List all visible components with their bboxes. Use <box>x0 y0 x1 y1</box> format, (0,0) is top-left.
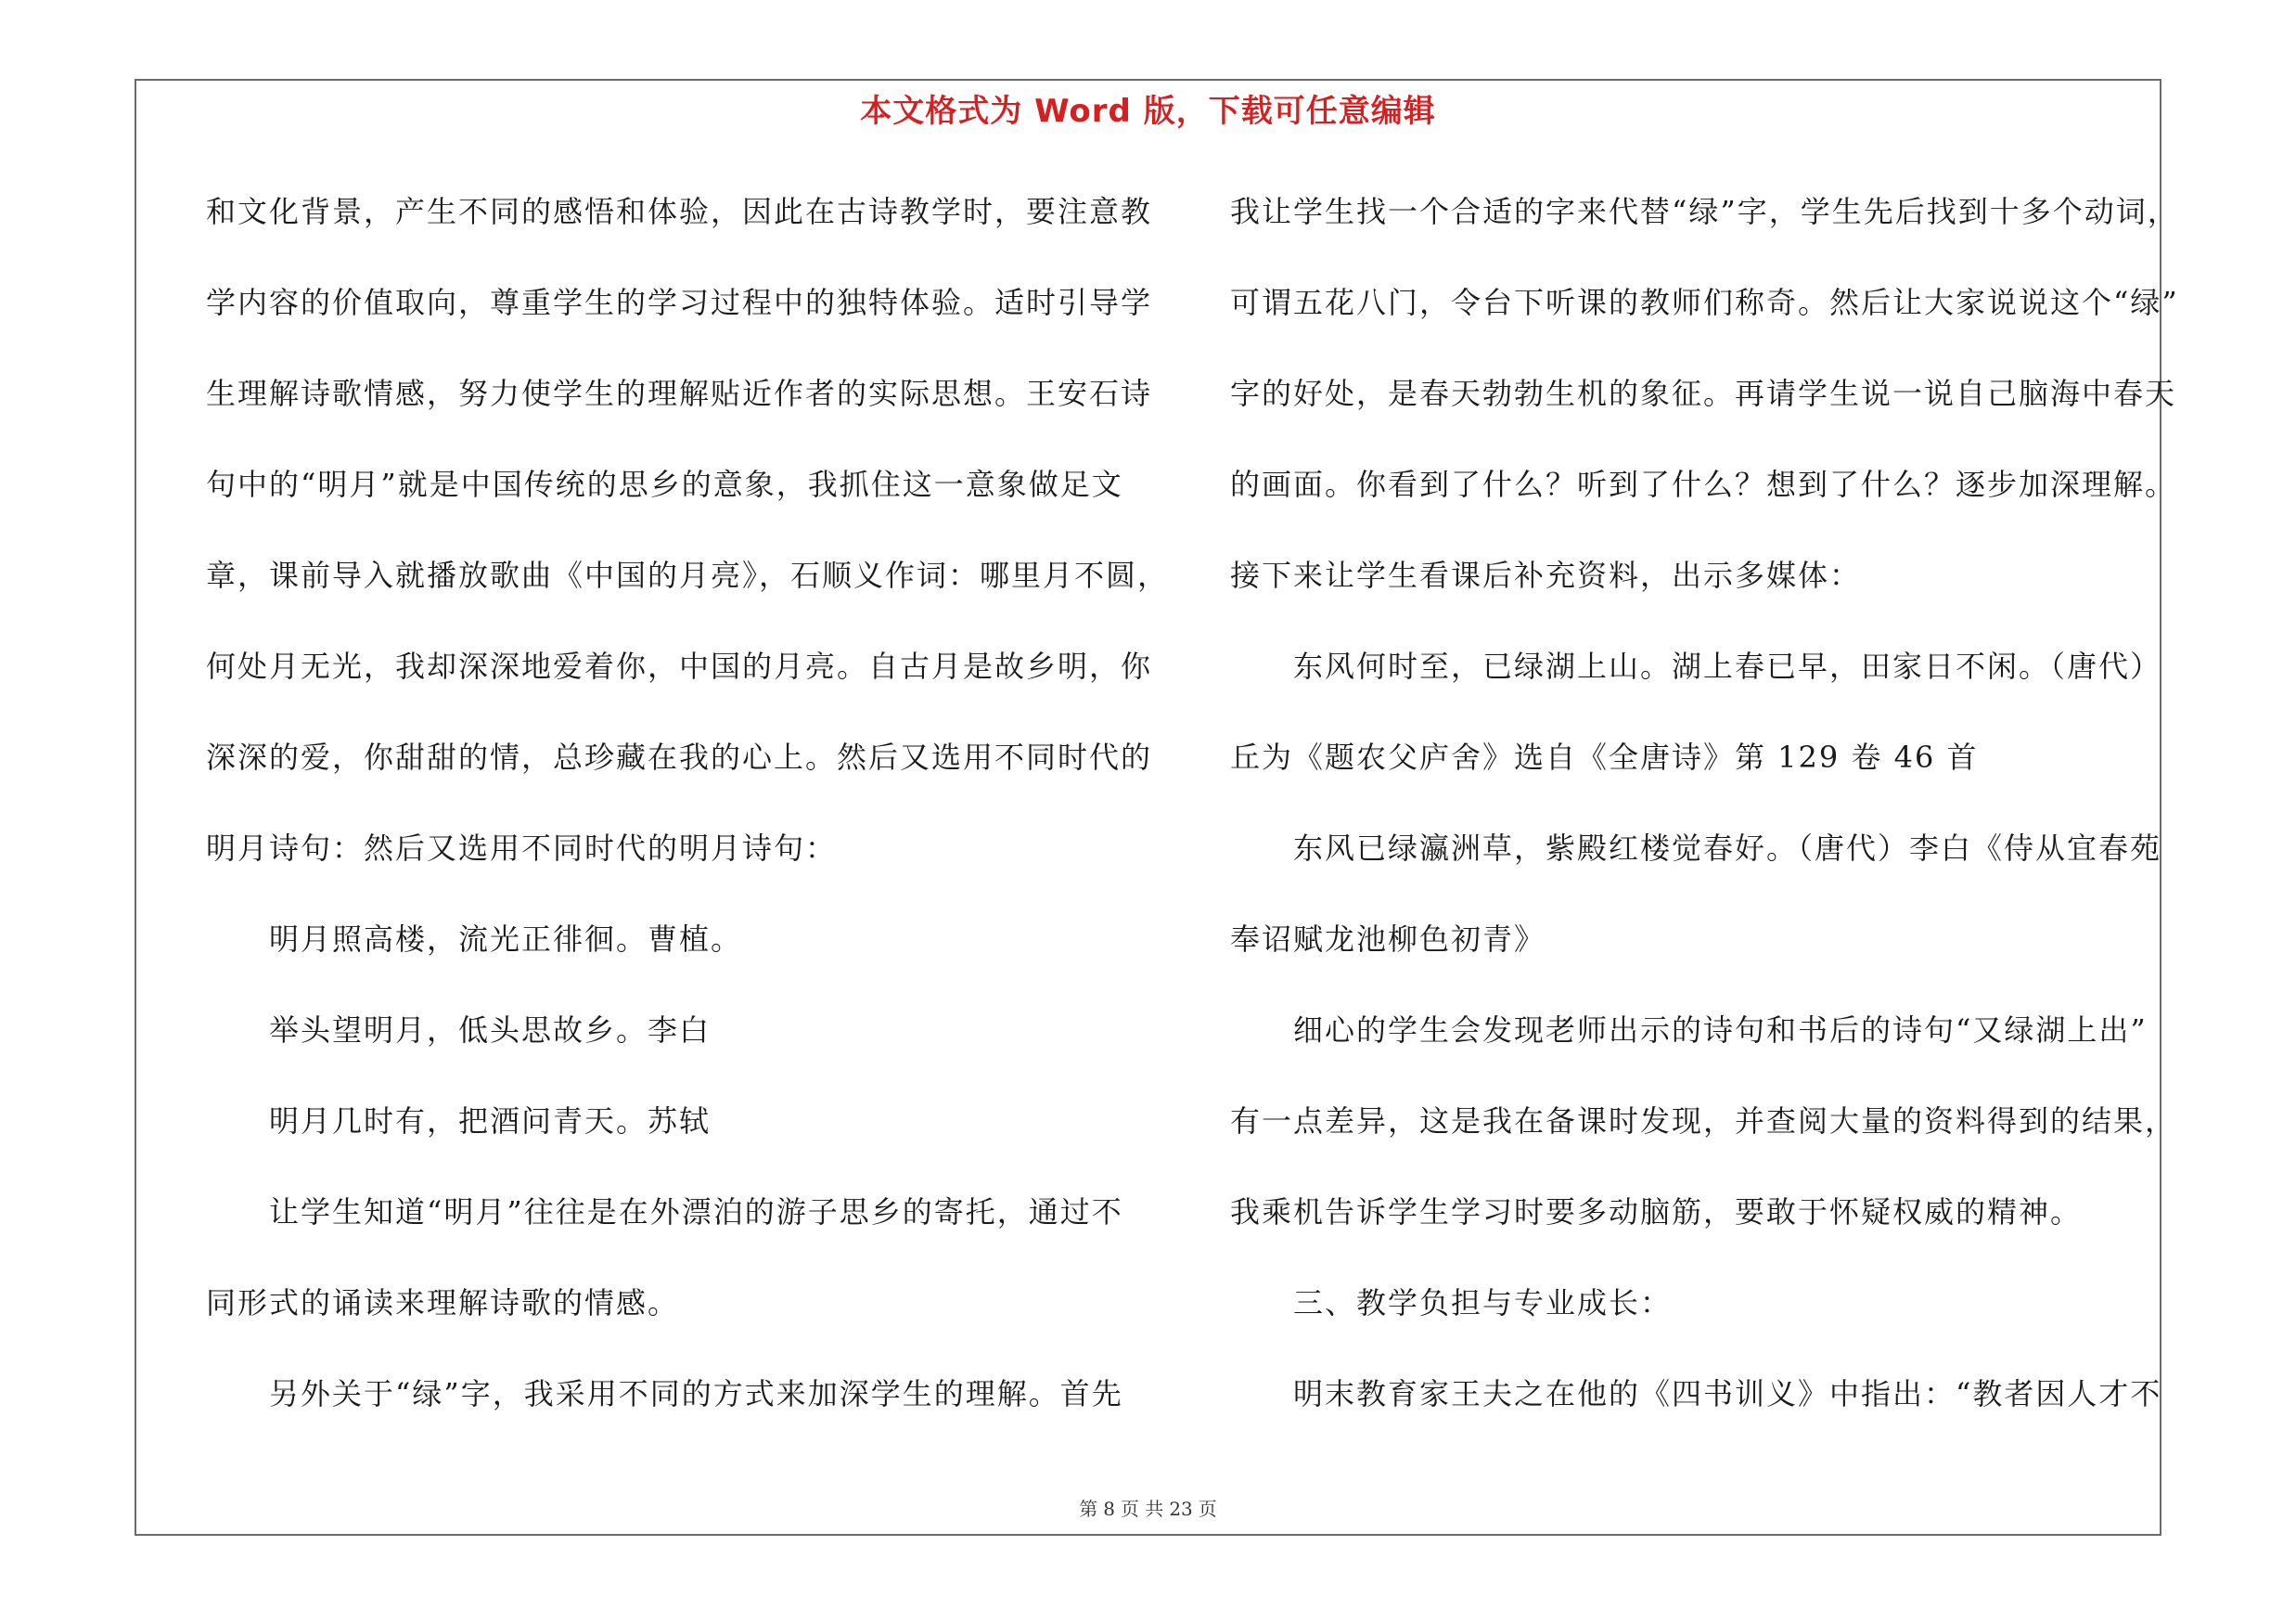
text-line: 丘为《题农父庐舍》选自《全唐诗》第 129 卷 46 首 <box>1230 740 1979 775</box>
text-line: 有一点差异，这是我在备课时发现，并查阅大量的资料得到的结果， <box>1230 1103 2177 1139</box>
footer-suffix: 页 <box>1198 1498 1217 1520</box>
page-footer <box>0 1494 2296 1521</box>
text-line: 明月几时有，把酒问青天。苏轼 <box>269 1103 712 1139</box>
text-line: 细心的学生会发现老师出示的诗句和书后的诗句“又绿湖上出” <box>1293 1012 2148 1048</box>
text-line: 举头望明月，低头思故乡。李白 <box>269 1012 712 1048</box>
text-line: 明末教育家王夫之在他的《四书训义》中指出：“教者因人才不 <box>1293 1376 2162 1411</box>
text-line: 我让学生找一个合适的字来代替“绿”字，学生先后找到十多个动词， <box>1230 194 2179 229</box>
text-line: 和文化背景，产生不同的感悟和体验，因此在古诗教学时，要注意教 <box>206 194 1153 229</box>
text-line: 深深的爱，你甜甜的情，总珍藏在我的心上。然后又选用不同时代的 <box>206 740 1153 775</box>
text-line: 章，课前导入就播放歌曲《中国的月亮》，石顺义作词：哪里月不圆， <box>206 558 1170 593</box>
footer-total-pages: 23 <box>1169 1498 1193 1520</box>
text-line: 东风何时至，已绿湖上山。湖上春已早，田家日不闲。（唐代） <box>1293 649 2162 684</box>
text-line: 东风已绿瀛洲草，紫殿红楼觉春好。（唐代）李白《侍从宜春苑 <box>1293 831 2162 866</box>
right-column <box>1230 186 2179 1459</box>
text-line: 我乘机告诉学生学习时要多动脑筋，要敢于怀疑权威的精神。 <box>1230 1194 2083 1230</box>
footer-prefix: 第 <box>1079 1498 1098 1520</box>
text-line: 何处月无光，我却深深地爱着你，中国的月亮。自古月是故乡明，你 <box>206 649 1153 684</box>
text-line: 另外关于“绿”字，我采用不同的方式来加深学生的理解。首先 <box>269 1376 1123 1411</box>
footer-middle: 页 共 <box>1120 1498 1164 1520</box>
left-column <box>206 186 1170 1459</box>
text-line: 三、教学负担与专业成长： <box>1293 1285 1673 1320</box>
text-line: 明月照高楼，流光正徘徊。曹植。 <box>269 921 743 957</box>
text-line: 的画面。你看到了什么？听到了什么？想到了什么？逐步加深理解。 <box>1230 467 2177 502</box>
text-line: 接下来让学生看课后补充资料，出示多媒体： <box>1230 558 1862 593</box>
format-banner: 本文格式为 Word 版，下载可任意编辑 <box>860 93 1436 130</box>
text-line: 明月诗句：然后又选用不同时代的明月诗句： <box>206 831 838 866</box>
text-line: 同形式的诵读来理解诗歌的情感。 <box>206 1285 680 1320</box>
text-line: 字的好处，是春天勃勃生机的象征。再请学生说一说自己脑海中春天 <box>1230 376 2177 411</box>
text-line: 句中的“明月”就是中国传统的思乡的意象，我抓住这一意象做足文 <box>206 467 1123 502</box>
text-line: 可谓五花八门，令台下听课的教师们称奇。然后让大家说说这个“绿” <box>1230 285 2179 320</box>
text-line: 让学生知道“明月”往往是在外漂泊的游子思乡的寄托，通过不 <box>269 1194 1123 1230</box>
text-line: 生理解诗歌情感，努力使学生的理解贴近作者的实际思想。王安石诗 <box>206 376 1153 411</box>
text-line: 学内容的价值取向，尊重学生的学习过程中的独特体验。适时引导学 <box>206 285 1153 320</box>
text-line: 奉诏赋龙池柳色初青》 <box>1230 921 1546 957</box>
footer-page-number: 8 <box>1103 1498 1115 1520</box>
